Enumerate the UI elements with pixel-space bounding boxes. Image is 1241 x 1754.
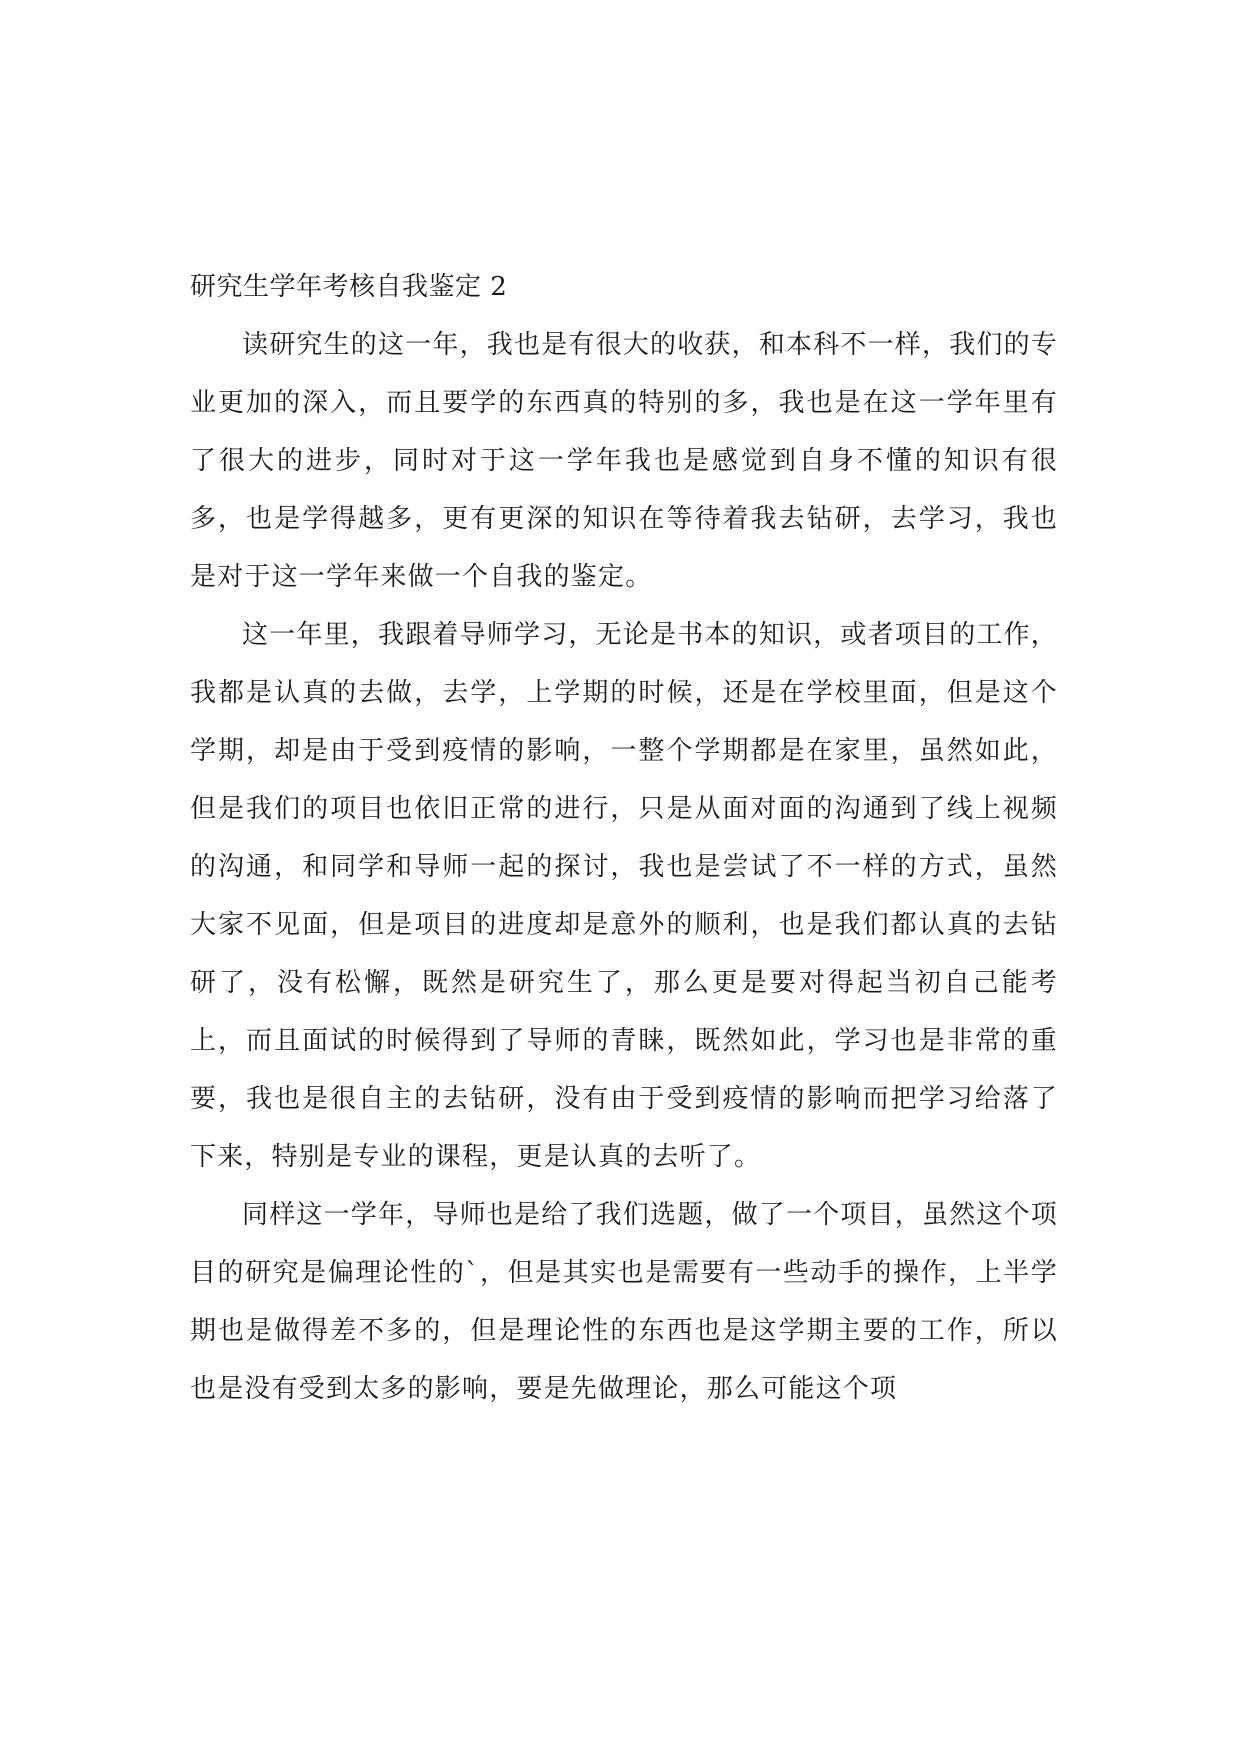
document-title: 研究生学年考核自我鉴定 2: [190, 272, 508, 302]
paragraph-2: 这一年里，我跟着导师学习，无论是书本的知识，或者项目的工作，我都是认真的去做，去学，上学期的时候，还是在学校里面，但是这个学期，却是由于受到疫情的影响，一整个学期都是在家里，虽然如此，但是我们的项目也依旧正常的进行，只是从面对面的沟通到了线上视频的沟通，和同学和导师一起的探讨，我也是尝试了不一样的方式，虽然大家不见面，但是项目的进度却是意外的顺利，也是我们都认真的去钻研了，没有松懈，既然是研究生了，那么更是要对得起当初自己能考上，而且面试的时候得到了导师的青睐，既然如此，学习也是非常的重要，我也是很自主的去钻研，没有由于受到疫情的影响而把学习给落了下来，特别是专业的课程，更是认真的去听了。: [190, 620, 1059, 1172]
paragraph-1: 读研究生的这一年，我也是有很大的收获，和本科不一样，我们的专业更加的深入，而且要学的东西真的特别的多，我也是在这一学年里有了很大的进步，同时对于这一学年我也是感觉到自身不懂的知识有很多，也是学得越多，更有更深的知识在等待着我去钻研，去学习，我也是对于这一学年来做一个自我的鉴定。: [190, 330, 1059, 592]
document-body: [190, 258, 1058, 1418]
paragraph-3: 同样这一学年，导师也是给了我们选题，做了一个项目，虽然这个项目的研究是偏理论性的`，但是其实也是需要有一些动手的操作，上半学期也是做得差不多的，但是理论性的东西也是这学期主要的工作，所以也是没有受到太多的影响，要是先做理论，那么可能这个项: [190, 1200, 1059, 1404]
